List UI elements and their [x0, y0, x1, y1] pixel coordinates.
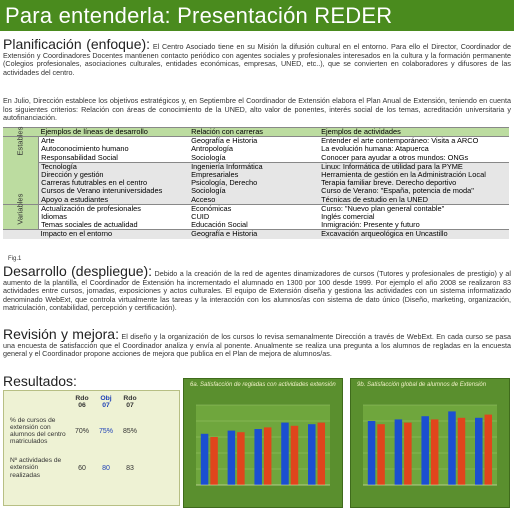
table-cell: Idiomas — [39, 213, 190, 221]
chart-svg — [351, 379, 509, 507]
table-cell: Autoconocimiento humano — [39, 145, 190, 153]
table-cell: Geografía e Historia — [189, 230, 319, 239]
bar — [254, 429, 262, 485]
table-cell: Psicología, Derecho — [189, 179, 319, 187]
table-cell: Linux: Informática de utilidad para la PYME — [319, 162, 509, 171]
results-table-panel — [3, 390, 180, 506]
desarrollo-text: Debido a la creación de la red de agentes dinamizadores de cursos (Tutores y profesionales de prestigio) y al aumento de la plantilla, el Coordinador de Extensión ha incrementado el alumnado en 1300 por 100 desde 1999. Por ejemplo el año 2008 se realizaron 83 actividades entre cursos, jornadas, exposiciones y actos culturales. El equipo de Extensión diseña y gestiona las actividades con un sistema informatizado denominado WebExt, que controla virtualmente las tareas y la interacción con los alumnos/as con sistema de dato único (Diseño, marketing, organización, matriculación, contabilidad, percepción y certificación). — [3, 269, 511, 313]
figure-caption: Fig.1 — [8, 256, 22, 262]
bar — [421, 416, 429, 485]
table-cell: Educación Social — [189, 221, 319, 230]
results-row-label: Nº actividades de extensión realizadas — [10, 457, 62, 479]
table-cell: Empresariales — [189, 171, 319, 179]
table-cell: Actualización de profesionales — [39, 204, 190, 213]
group-label-estables: Estables — [3, 137, 39, 205]
bar — [368, 421, 376, 485]
results-header-cell — [8, 395, 70, 409]
table-header-cell: Relación con carreras — [189, 128, 319, 137]
table-cell: CUID — [189, 213, 319, 221]
table-cell: Cursos de Verano interuniversidades — [39, 187, 190, 195]
revision-heading: Revisión y mejora: — [3, 326, 119, 342]
table-cell: Dirección y gestión — [39, 171, 190, 179]
bar — [264, 427, 272, 485]
page-title: Para entenderla: Presentación REDER — [0, 0, 514, 31]
table-cell: Sociología — [189, 154, 319, 163]
revision-text: El diseño y la organización de los cursos lo revisa semanalmente Dirección a través de WebExt. En cada curso se pasa una encuesta de satisfacción que el Coordinador analiza y envía al ponente. Anualmente se realiza una pregunta a los alumnos de regladas en la encuesta general y el Coordinador propone acciones de mejora que publica en el Plan de mejora de alumnos/as. — [3, 332, 512, 359]
table-side-blank — [3, 230, 39, 239]
planificacion-section — [3, 36, 512, 77]
planificacion-text: El Centro Asociado tiene en su Misión la difusión cultural en el entorno. Para ello el Director, Coordinador de Extensión y Coordinadores Docentes mantienen contacto periódico con agentes sociales y profesionales interesados en la cultura y la formación permanente (Colegios profesionales, asociaciones culturales, entidades económicas, empresas, UNED, etc..), que se convierten en colaboradores y difusores de las actividades del centro. — [3, 42, 512, 77]
table-cell: Curso: "Nuevo plan general contable" — [319, 204, 509, 213]
development-lines-table — [3, 127, 509, 239]
table-cell: Conocer para ayudar a otros mundos: ONGs — [319, 154, 509, 163]
table-cell: Apoyo a estudiantes — [39, 196, 190, 205]
table-cell: Curso de Verano: "España, potencia de moda" — [319, 187, 509, 195]
chart-title: 6a. Satisfacción de regladas con actividades extensión — [190, 382, 336, 388]
bar — [291, 426, 299, 485]
bar — [201, 434, 209, 485]
results-header-cell: Rdo 07 — [123, 395, 137, 409]
table-cell: Excavación arqueológica en Uncastillo — [319, 230, 509, 239]
results-value: 70% — [74, 427, 89, 435]
table-cell: Terapia familiar breve. Derecho deportivo — [319, 179, 509, 187]
bar — [210, 437, 218, 485]
bar — [431, 419, 439, 485]
results-header-row — [8, 395, 142, 409]
desarrollo-section — [3, 263, 511, 313]
group-label-variables: Variables — [3, 204, 39, 230]
table-cell: Geografía e Historia — [189, 137, 319, 146]
bar — [475, 418, 483, 485]
chart-svg — [184, 379, 342, 507]
bar — [308, 424, 316, 485]
table-cell: Técnicas de estudio en la UNED — [319, 196, 509, 205]
table-cell: Tecnología — [39, 162, 190, 171]
results-header-cell: Obj 07 — [100, 395, 112, 409]
table-row — [3, 230, 509, 239]
table-cell: Impacto en el entorno — [39, 230, 190, 239]
table-cell: Inglés comercial — [319, 213, 509, 221]
bar — [395, 419, 403, 485]
desarrollo-heading: Desarrollo (despliegue): — [3, 263, 153, 279]
table-cell: Sociología — [189, 187, 319, 195]
planificacion-heading: Planificación (enfoque): — [3, 36, 151, 52]
bar — [281, 423, 289, 485]
table-cell: Carreras fututrables en el centro — [39, 179, 190, 187]
results-value: 75% — [98, 427, 113, 435]
table-cell: Temas sociales de actualidad — [39, 221, 190, 230]
results-value: 85% — [122, 427, 137, 435]
planificacion-text-2: En Julio, Dirección establece los objetivos estratégicos y, en Septiembre el Coordinador de Extensión elabora el Plan Anual de Extensión, teniendo en cuenta los siguientes criterios: Relación con áreas de conocimiento de la UNED, alto valor de ponentes, interés social de los temas, acreditación universitaria y autofinanciación. — [3, 96, 511, 123]
chart-satisfaccion-global — [350, 378, 510, 508]
results-value: 60 — [78, 464, 86, 472]
table-cell: Herramienta de gestión en la Administración Local — [319, 171, 509, 179]
table-cell: Arte — [39, 137, 190, 146]
table-cell: Acceso — [189, 196, 319, 205]
bar — [485, 415, 493, 485]
table-row — [3, 204, 509, 213]
results-header-cell: Rdo 06 — [75, 395, 89, 409]
results-row — [8, 453, 142, 483]
results-row — [8, 409, 142, 453]
bar — [448, 411, 456, 485]
table-cell: La evolución humana: Atapuerca — [319, 145, 509, 153]
results-value: 80 — [102, 464, 110, 472]
bar — [228, 431, 236, 485]
results-table — [8, 395, 142, 483]
table-cell: Económicas — [189, 204, 319, 213]
resultados-heading: Resultados: — [3, 373, 77, 389]
bar — [377, 424, 385, 485]
table-cell: Responsabilidad Social — [39, 154, 190, 163]
table-header-cell: Ejemplos de líneas de desarrollo — [39, 128, 190, 137]
table-cell: Entender el arte contemporáneo: Visita a ARCO — [319, 137, 509, 146]
bar — [458, 418, 466, 485]
chart-satisfaccion-regladas — [183, 378, 343, 508]
bar — [404, 423, 412, 485]
bar — [237, 432, 245, 485]
revision-section — [3, 326, 512, 359]
results-row-label: % de cursos de extensión con alumnos del centro matriculados — [10, 416, 66, 446]
table-cell: Ingeniería Informática — [189, 162, 319, 171]
results-value: 83 — [126, 464, 134, 472]
chart-title: 9b. Satisfacción global de alumnos de Extensión — [357, 382, 487, 388]
table-row — [3, 154, 509, 163]
table-cell: Inmigración: Presente y futuro — [319, 221, 509, 230]
table-cell: Antropología — [189, 145, 319, 153]
bar — [318, 423, 326, 485]
table-header-cell: Ejemplos de actividades — [319, 128, 509, 137]
